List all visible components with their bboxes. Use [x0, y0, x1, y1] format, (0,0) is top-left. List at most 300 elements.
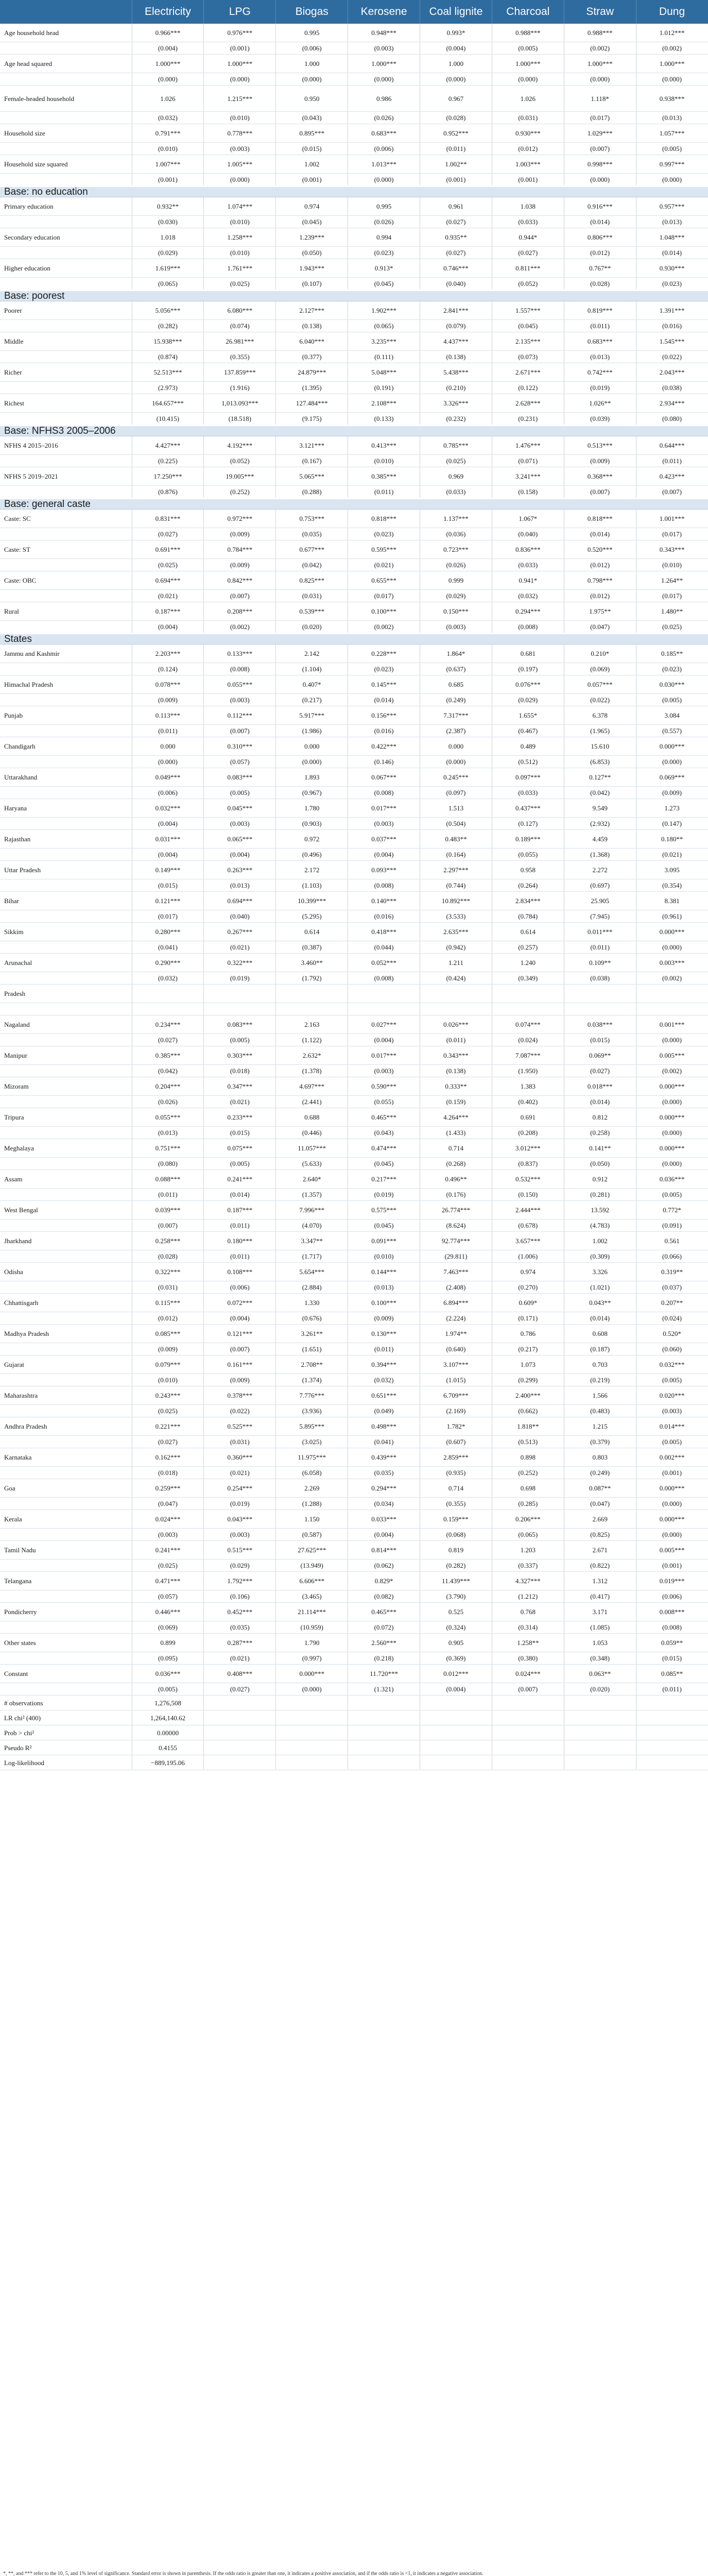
coefficient-cell — [564, 985, 636, 1003]
standard-error-cell: (0.035) — [348, 1467, 420, 1479]
standard-error-cell: (0.874) — [132, 351, 204, 363]
column-header: Dung — [636, 0, 708, 24]
standard-error-cell: (0.019) — [564, 382, 636, 394]
summary-blank — [492, 1710, 564, 1725]
coefficient-cell: 0.290*** — [132, 954, 204, 972]
coefficient-cell: 0.206*** — [492, 1510, 564, 1529]
standard-error-cell: (0.008) — [204, 663, 276, 675]
standard-error-cell: (0.187) — [564, 1343, 636, 1355]
coefficient-cell: 0.241*** — [204, 1170, 276, 1189]
section-header: Base: general caste — [0, 499, 708, 510]
standard-error-cell: (0.043) — [276, 112, 348, 124]
standard-error-cell: (0.017) — [636, 528, 708, 540]
coefficient-cell: 3.171 — [564, 1603, 636, 1621]
coefficient-cell: 0.003*** — [636, 954, 708, 972]
coefficient-cell: 2.163 — [276, 1015, 348, 1034]
coefficient-row — [0, 1634, 708, 1652]
coefficient-cell: 1.000 — [276, 55, 348, 73]
standard-error-cell: (0.000) — [636, 1158, 708, 1170]
coefficient-cell: 1.000 — [420, 55, 492, 73]
standard-error-cell: (0.191) — [348, 382, 420, 394]
standard-error-cell: (0.020) — [276, 621, 348, 634]
coefficient-cell: 3.095 — [636, 861, 708, 879]
coefficient-cell: 0.818*** — [348, 510, 420, 528]
coefficient-cell: 6.378 — [564, 706, 636, 725]
coefficient-cell: 0.688 — [276, 1108, 348, 1127]
coefficient-cell: 1.038 — [492, 197, 564, 216]
standard-error-cell: (0.019) — [348, 1189, 420, 1201]
coefficient-cell: 6.709*** — [420, 1386, 492, 1405]
standard-error-cell: (0.640) — [420, 1343, 492, 1355]
coefficient-cell: 0.121*** — [204, 1325, 276, 1343]
coefficient-cell: 0.000*** — [636, 1139, 708, 1158]
coefficient-cell: 0.043** — [564, 1294, 636, 1312]
coefficient-cell: 0.011*** — [564, 923, 636, 941]
standard-error-cell: (0.000) — [636, 756, 708, 768]
standard-error-cell: (0.007) — [492, 1683, 564, 1696]
standard-error-cell: (0.022) — [636, 351, 708, 363]
standard-error-cell: (0.062) — [348, 1560, 420, 1572]
standard-error-cell: (0.035) — [204, 1621, 276, 1634]
standard-error-cell: (0.009) — [636, 787, 708, 799]
coefficient-cell: 0.798*** — [564, 571, 636, 590]
coefficient-cell: 0.986 — [348, 86, 420, 112]
coefficient-cell: 1.566 — [564, 1386, 636, 1405]
coefficient-cell: 15.610 — [564, 737, 636, 756]
coefficient-cell: 0.024*** — [492, 1665, 564, 1683]
coefficient-cell: 0.063** — [564, 1665, 636, 1683]
coefficient-row — [0, 675, 708, 694]
standard-error-row — [0, 1621, 708, 1634]
standard-error-cell: (0.171) — [492, 1312, 564, 1325]
standard-error-cell: (0.080) — [132, 1158, 204, 1170]
standard-error-cell: (0.010) — [204, 112, 276, 124]
coefficient-cell: 0.751*** — [132, 1139, 204, 1158]
standard-error-cell: (1.103) — [276, 879, 348, 892]
coefficient-cell: 0.898 — [492, 1448, 564, 1467]
summary-value: −889,195.06 — [132, 1755, 204, 1770]
coefficient-cell: 26.774*** — [420, 1201, 492, 1219]
row-label-blank — [0, 941, 132, 954]
coefficient-cell: 0.988*** — [492, 24, 564, 42]
summary-blank — [204, 1740, 276, 1755]
coefficient-cell: 2.108*** — [348, 394, 420, 413]
standard-error-cell: (0.004) — [132, 621, 204, 634]
coefficient-cell: 0.465*** — [348, 1603, 420, 1621]
summary-blank — [564, 1740, 636, 1755]
standard-error-cell: (0.025) — [132, 1405, 204, 1417]
standard-error-cell: (0.010) — [348, 455, 420, 467]
coefficient-cell: 0.109** — [564, 954, 636, 972]
coefficient-cell: 0.439*** — [348, 1448, 420, 1467]
column-header: Electricity — [132, 0, 204, 24]
standard-error-cell: (0.005) — [636, 143, 708, 155]
coefficient-cell: 0.753*** — [276, 510, 348, 528]
coefficient-cell: 0.814*** — [348, 1541, 420, 1560]
coefficient-cell: 0.784*** — [204, 540, 276, 559]
coefficient-cell: 0.100*** — [348, 602, 420, 621]
standard-error-row — [0, 1312, 708, 1325]
coefficient-cell: 0.005*** — [636, 1541, 708, 1560]
standard-error-cell: (0.025) — [132, 1560, 204, 1572]
standard-error-row — [0, 143, 708, 155]
standard-error-cell: (0.467) — [492, 725, 564, 737]
standard-error-cell: (0.002) — [348, 621, 420, 634]
standard-error-cell: (0.005) — [132, 1683, 204, 1696]
standard-error-cell: (0.071) — [492, 455, 564, 467]
standard-error-cell: (0.225) — [132, 455, 204, 467]
standard-error-cell: (0.032) — [492, 590, 564, 602]
standard-error-cell: (29.811) — [420, 1250, 492, 1263]
standard-error-cell: (0.011) — [420, 1034, 492, 1046]
summary-blank — [492, 1696, 564, 1710]
coefficient-cell: 0.723*** — [420, 540, 492, 559]
standard-error-cell: (0.004) — [348, 1034, 420, 1046]
coefficient-row — [0, 1448, 708, 1467]
standard-error-cell: (0.001) — [636, 1467, 708, 1479]
standard-error-cell: (0.027) — [420, 216, 492, 228]
standard-error-cell: (0.004) — [132, 818, 204, 830]
coefficient-cell: 1.480** — [636, 602, 708, 621]
coefficient-cell: 0.347*** — [204, 1077, 276, 1096]
coefficient-cell: 0.997*** — [636, 155, 708, 174]
coefficient-row — [0, 892, 708, 910]
coefficient-cell: 0.378*** — [204, 1386, 276, 1405]
row-label-blank — [0, 1343, 132, 1355]
summary-value: 0.00000 — [132, 1725, 204, 1740]
coefficient-cell: 0.113*** — [132, 706, 204, 725]
standard-error-cell: (0.150) — [492, 1189, 564, 1201]
coefficient-cell: 0.422*** — [348, 737, 420, 756]
coefficient-cell: 0.280*** — [132, 923, 204, 941]
coefficient-cell: 0.608 — [564, 1325, 636, 1343]
coefficient-cell: 3.347** — [276, 1232, 348, 1250]
row-label-blank — [0, 972, 132, 985]
standard-error-cell: (0.032) — [132, 972, 204, 985]
standard-error-cell: (1.950) — [492, 1065, 564, 1077]
standard-error-cell: (0.004) — [348, 1529, 420, 1541]
standard-error-cell: (1.122) — [276, 1034, 348, 1046]
standard-error-cell: (0.027) — [132, 1034, 204, 1046]
coefficient-cell: 0.150*** — [420, 602, 492, 621]
standard-error-cell: (0.147) — [636, 818, 708, 830]
standard-error-cell: (0.047) — [132, 1498, 204, 1510]
coefficient-cell: 0.825*** — [276, 571, 348, 590]
row-label-blank — [0, 351, 132, 363]
standard-error-cell: (0.045) — [276, 216, 348, 228]
coefficient-cell: 0.055*** — [204, 675, 276, 694]
standard-error-cell: (0.026) — [348, 216, 420, 228]
standard-error-cell: (0.008) — [636, 1621, 708, 1634]
summary-blank — [348, 1710, 420, 1725]
coefficient-cell: 0.069*** — [636, 768, 708, 787]
coefficient-row — [0, 1294, 708, 1312]
coefficient-row — [0, 706, 708, 725]
standard-error-row — [0, 818, 708, 830]
coefficient-row — [0, 197, 708, 216]
coefficient-cell: 0.698 — [492, 1479, 564, 1498]
coefficient-cell: 2.135*** — [492, 332, 564, 351]
standard-error-cell: (0.557) — [636, 725, 708, 737]
standard-error-cell: (0.002) — [636, 972, 708, 985]
standard-error-cell: (13.949) — [276, 1560, 348, 1572]
coefficient-cell: 1.012*** — [636, 24, 708, 42]
coefficient-cell: 0.993* — [420, 24, 492, 42]
row-label: Caste: ST — [0, 540, 132, 559]
coefficient-cell: 0.140*** — [348, 892, 420, 910]
row-label-blank — [0, 787, 132, 799]
row-label: Tripura — [0, 1108, 132, 1127]
coefficient-cell: 0.343*** — [420, 1046, 492, 1065]
coefficient-row — [0, 124, 708, 143]
coefficient-cell: 0.322*** — [132, 1263, 204, 1281]
coefficient-cell: 0.944* — [492, 228, 564, 247]
coefficient-cell: 0.049*** — [132, 768, 204, 787]
coefficient-row — [0, 1170, 708, 1189]
standard-error-cell: (0.000) — [636, 1096, 708, 1108]
standard-error-row — [0, 1281, 708, 1294]
summary-blank — [348, 1740, 420, 1755]
coefficient-cell: 1.000*** — [204, 55, 276, 73]
row-label: West Bengal — [0, 1201, 132, 1219]
coefficient-cell: 0.083*** — [204, 1015, 276, 1034]
row-label-blank — [0, 42, 132, 55]
summary-blank — [348, 1725, 420, 1740]
standard-error-cell: (1.374) — [276, 1374, 348, 1386]
standard-error-cell: (0.004) — [348, 849, 420, 861]
standard-error-row — [0, 174, 708, 187]
standard-error-cell: (0.001) — [276, 174, 348, 187]
standard-error-cell: (0.000) — [636, 1498, 708, 1510]
standard-error-cell: (0.000) — [132, 756, 204, 768]
standard-error-cell: (0.021) — [348, 559, 420, 571]
coefficient-cell: 1.000*** — [132, 55, 204, 73]
standard-error-cell: (1.006) — [492, 1250, 564, 1263]
coefficient-cell: 0.998*** — [564, 155, 636, 174]
standard-error-cell: (2.441) — [276, 1096, 348, 1108]
coefficient-cell: 1.761*** — [204, 259, 276, 278]
coefficient-cell: 0.471*** — [132, 1572, 204, 1590]
summary-blank — [564, 1710, 636, 1725]
standard-error-row — [0, 1343, 708, 1355]
standard-error-cell: (0.025) — [204, 278, 276, 291]
standard-error-cell: (0.016) — [348, 910, 420, 923]
standard-error-cell: (1.085) — [564, 1621, 636, 1634]
standard-error-cell: (0.232) — [420, 413, 492, 426]
coefficient-cell: 0.076*** — [492, 675, 564, 694]
standard-error-cell: (0.007) — [204, 1343, 276, 1355]
coefficient-cell: 0.483** — [420, 830, 492, 849]
summary-row — [0, 1740, 708, 1755]
standard-error-cell: (0.133) — [348, 413, 420, 426]
coefficient-cell: 1.000*** — [564, 55, 636, 73]
standard-error-row — [0, 879, 708, 892]
row-label-blank — [0, 1096, 132, 1108]
standard-error-cell: (0.040) — [420, 278, 492, 291]
standard-error-cell: (0.164) — [420, 849, 492, 861]
coefficient-row — [0, 1201, 708, 1219]
standard-error-cell: (0.282) — [132, 320, 204, 332]
standard-error-cell: (0.354) — [636, 879, 708, 892]
standard-error-cell: (0.004) — [132, 42, 204, 55]
section-header-row — [0, 187, 708, 197]
coefficient-cell: 2.841*** — [420, 301, 492, 320]
standard-error-cell: (0.784) — [492, 910, 564, 923]
summary-blank — [420, 1696, 492, 1710]
row-label-blank — [0, 112, 132, 124]
standard-error-cell: (0.003) — [204, 143, 276, 155]
row-label: Household size squared — [0, 155, 132, 174]
standard-error-cell: (0.111) — [348, 351, 420, 363]
standard-error-cell: (0.014) — [564, 1096, 636, 1108]
coefficient-cell: 0.539*** — [276, 602, 348, 621]
coefficient-cell: 0.681 — [492, 645, 564, 663]
row-label-blank — [0, 1034, 132, 1046]
standard-error-cell: (0.355) — [420, 1498, 492, 1510]
summary-label: LR chi² (400) — [0, 1710, 132, 1725]
standard-error-row — [0, 1374, 708, 1386]
standard-error-cell: (0.252) — [204, 486, 276, 499]
standard-error-cell: (0.252) — [492, 1467, 564, 1479]
coefficient-cell: 3.084 — [636, 706, 708, 725]
standard-error-cell: (0.000) — [348, 73, 420, 86]
standard-error-cell: (0.424) — [420, 972, 492, 985]
coefficient-cell: 0.039*** — [132, 1201, 204, 1219]
coefficient-cell: 6.080*** — [204, 301, 276, 320]
standard-error-row — [0, 972, 708, 985]
coefficient-cell: 1.264** — [636, 571, 708, 590]
coefficient-cell: 2.669 — [564, 1510, 636, 1529]
coefficient-cell: 0.221*** — [132, 1417, 204, 1436]
standard-error-cell: (0.047) — [564, 621, 636, 634]
row-label-blank — [0, 1250, 132, 1263]
standard-error-cell: (1.015) — [420, 1374, 492, 1386]
coefficient-cell: 0.343*** — [636, 540, 708, 559]
coefficient-cell: 1.330 — [276, 1294, 348, 1312]
standard-error-cell: (0.942) — [420, 941, 492, 954]
standard-error-cell: (0.012) — [564, 559, 636, 571]
coefficient-cell — [636, 985, 708, 1003]
standard-error-row — [0, 247, 708, 259]
standard-error-cell: (0.607) — [420, 1436, 492, 1448]
standard-error-cell: (1.321) — [348, 1683, 420, 1696]
standard-error-cell: (0.005) — [636, 694, 708, 706]
coefficient-row — [0, 1108, 708, 1127]
coefficient-cell: 1.000*** — [492, 55, 564, 73]
coefficient-cell: 0.691 — [492, 1108, 564, 1127]
standard-error-cell: (6.058) — [276, 1467, 348, 1479]
coefficient-cell: 1.150 — [276, 1510, 348, 1529]
summary-blank — [420, 1755, 492, 1770]
coefficient-cell: 1.215*** — [204, 86, 276, 112]
summary-row — [0, 1725, 708, 1740]
coefficient-cell: 0.895*** — [276, 124, 348, 143]
coefficient-cell: 0.791*** — [132, 124, 204, 143]
standard-error-cell: (0.961) — [636, 910, 708, 923]
coefficient-cell: 5.438*** — [420, 363, 492, 382]
coefficient-cell: 0.207** — [636, 1294, 708, 1312]
standard-error-cell: (0.146) — [348, 756, 420, 768]
coefficient-cell: 2.400*** — [492, 1386, 564, 1405]
standard-error-row — [0, 1560, 708, 1572]
coefficient-row — [0, 24, 708, 42]
coefficient-cell: 8.381 — [636, 892, 708, 910]
row-label-blank — [0, 1003, 132, 1015]
row-label-blank — [0, 278, 132, 291]
coefficient-cell: 1.073 — [492, 1355, 564, 1374]
row-label-blank — [0, 528, 132, 540]
coefficient-cell: 0.017*** — [348, 1046, 420, 1065]
coefficient-cell: 2.043*** — [636, 363, 708, 382]
standard-error-cell: (0.031) — [492, 112, 564, 124]
row-label-blank — [0, 455, 132, 467]
standard-error-cell: (0.024) — [492, 1034, 564, 1046]
coefficient-cell: 92.774*** — [420, 1232, 492, 1250]
row-label: NFHS 5 2019–2021 — [0, 467, 132, 486]
standard-error-cell: (6.853) — [564, 756, 636, 768]
row-label: Caste: OBC — [0, 571, 132, 590]
row-label-blank — [0, 621, 132, 634]
coefficient-cell: 0.394*** — [348, 1355, 420, 1374]
standard-error-cell: (0.587) — [276, 1529, 348, 1541]
standard-error-cell: (0.967) — [276, 787, 348, 799]
row-label: Pondicherry — [0, 1603, 132, 1621]
coefficient-row — [0, 768, 708, 787]
standard-error-cell: (0.009) — [132, 694, 204, 706]
standard-error-cell: (0.033) — [420, 486, 492, 499]
standard-error-cell: (2.169) — [420, 1405, 492, 1417]
coefficient-cell: 0.159*** — [420, 1510, 492, 1529]
coefficient-cell: 7.087*** — [492, 1046, 564, 1065]
coefficient-cell: 0.614 — [492, 923, 564, 941]
standard-error-cell — [420, 1003, 492, 1015]
standard-error-cell: (0.003) — [348, 1065, 420, 1077]
coefficient-cell: 4.697*** — [276, 1077, 348, 1096]
coefficient-row — [0, 1479, 708, 1498]
standard-error-row — [0, 910, 708, 923]
standard-error-cell: (0.003) — [204, 694, 276, 706]
coefficient-cell: 1.476*** — [492, 436, 564, 455]
standard-error-cell: (0.004) — [420, 1683, 492, 1696]
standard-error-cell: (0.007) — [564, 486, 636, 499]
coefficient-cell: 0.976*** — [204, 24, 276, 42]
coefficient-cell: 0.644*** — [636, 436, 708, 455]
standard-error-cell — [348, 1003, 420, 1015]
standard-error-cell: (0.012) — [492, 143, 564, 155]
coefficient-cell: 0.930*** — [492, 124, 564, 143]
coefficient-cell: 0.162*** — [132, 1448, 204, 1467]
standard-error-cell: (0.005) — [636, 1436, 708, 1448]
row-label-blank — [0, 1467, 132, 1479]
summary-row — [0, 1696, 708, 1710]
coefficient-cell: 0.418*** — [348, 923, 420, 941]
coefficient-cell — [348, 985, 420, 1003]
coefficient-cell: 0.694*** — [132, 571, 204, 590]
standard-error-cell: (0.009) — [348, 1312, 420, 1325]
standard-error-cell: (0.068) — [420, 1529, 492, 1541]
coefficient-cell: 0.811*** — [492, 259, 564, 278]
section-header: States — [0, 634, 708, 645]
standard-error-cell: (0.038) — [636, 382, 708, 394]
standard-error-cell: (0.000) — [132, 73, 204, 86]
standard-error-cell: (0.000) — [636, 941, 708, 954]
coefficient-cell: 0.065*** — [204, 830, 276, 849]
standard-error-cell: (0.324) — [420, 1621, 492, 1634]
row-label: Telangana — [0, 1572, 132, 1590]
coefficient-row — [0, 1139, 708, 1158]
standard-error-cell: (1.368) — [564, 849, 636, 861]
coefficient-cell: 0.590*** — [348, 1077, 420, 1096]
